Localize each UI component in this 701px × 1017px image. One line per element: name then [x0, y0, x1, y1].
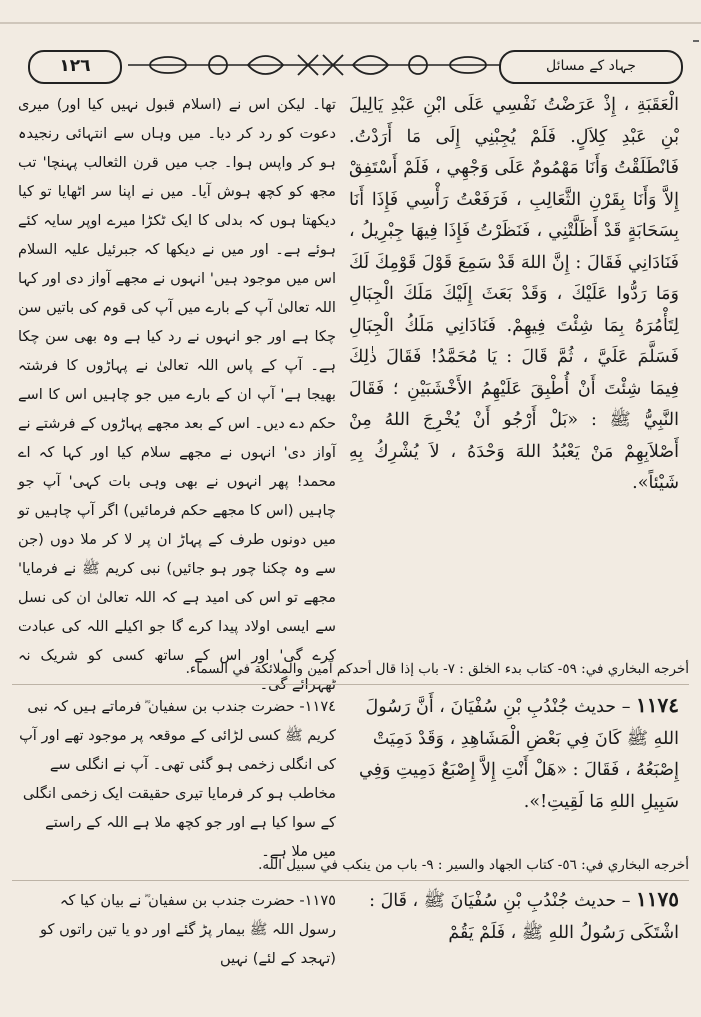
hadith-1175-arabic — [349, 884, 679, 949]
hadith-reference-2: أخرجه البخاري في: ٥٦- كتاب الجهاد والسير : ٩- باب من ينكب في سبيل الله. — [12, 850, 689, 881]
page-number: ١٢٦ — [28, 50, 122, 84]
urdu-main-text: تھا۔ لیکن اس نے (اسلام قبول نہیں کیا اور) میری دعوت کو رد کر دیا۔ میں وہاں سے انتہائی رنجیدہ ہو کر واپس ہوا۔ جب میں قرن الثعالب پہنچا' تب مجھ کو کچھ ہوش آیا۔ میں نے اپنا سر اٹھایا تو کیا دیکھتا ہوں کہ بدلی کا ایک ٹکڑا میرے اوپر سایہ کئے ہوئے ہے۔ اور میں نے دیکھا کہ جبرئیل علیہ السلام اس میں موجود ہیں' انہوں نے مجھے آواز دی اور کہا اللہ تعالیٰ آپ کے بارے میں آپ کی قوم کی باتیں سن چکا ہے اور جو انہوں نے رد کیا ہے وہ بھی سن چکا ہے۔ آپ کے پاس اللہ تعالیٰ نے پہاڑوں کا فرشتہ بھیجا ہے' آپ ان کے بارے میں جو چاہیں اس کا اسے حکم دے دیں۔ اس کے بعد مجھے پہاڑوں کے فرشتے نے آواز دی' انہوں نے مجھے سلام کیا اور کہا کہ اے محمد! پھر انہوں نے بھی وہی بات کہی' آپ جو چاہیں (اس کا مجھے حکم فرمائیں) اگر آپ چاہیں تو میں دونوں طرف کے پہاڑ ان پر لا کر ملا دوں (جن سے وہ چکنا چور ہو جائیں) نبی کریم ﷺ نے فرمایا' مجھے تو اس کی امید ہے کہ اللہ تعالیٰ ان کی نسل سے ایسی اولاد پیدا کرے گا جو اکیلے اللہ کی عبادت کرے گی' اور اس کے ساتھ کسی کو شریک نہ ٹھہرائے گی۔ — [18, 96, 336, 693]
page-header — [8, 50, 693, 92]
edge-mark — [693, 40, 699, 42]
hadith-number: ١١٧٤ — [636, 693, 679, 717]
arabic-main-text: الْعَقَبَةِ ، إِذْ عَرَضْتُ نَفْسِي عَلَى ابْنِ عَبْدِ يَالِيلَ بْنِ عَبْدِ كِلاَلٍ. فَلَمْ يُجِبْنِي إِلَى مَا أَرَدْتُ. فَانْطَلَقْتُ وَأَنَا مَهْمُومٌ عَلَى وَجْهِي ، فَلَمْ أَسْتَفِقْ إِلاَّ وَأَنَا بِقَرْنِ الثَّعَالِبِ ، فَرَفَعْتُ رَأْسِي فَإِذَا أَنَا بِسَحَابَةٍ قَدْ أَظَلَّتْنِي ، فَنَظَرْتُ فَإِذَا فِيهَا جِبْرِيلُ ، فَنَادَانِي فَقَالَ : إِنَّ اللهَ قَدْ سَمِعَ قَوْلَ قَوْمِكَ لَكَ وَمَا رَدُّوا عَلَيْكَ ، وَقَدْ بَعَثَ إِلَيْكَ مَلَكَ الْجِبَالِ لِتَأْمُرَهُ بِمَا شِئْتَ فِيهِمْ. فَنَادَانِي مَلَكُ الْجِبَالِ فَسَلَّمَ عَلَيَّ ، ثُمَّ قَالَ : يَا مُحَمَّدُ! فَقَالَ ذٰلِكَ فِيمَا شِئْتَ أَنْ أُطْبِقَ عَلَيْهِمُ الأَخْشَبَيْنِ ؛ فَقَالَ النَّبِيُّ ﷺ : «بَلْ أَرْجُو أَنْ يُخْرِجَ اللهُ مِنْ أَصْلاَبِهِمْ مَنْ يَعْبُدُ اللهَ وَحْدَهُ ، لاَ يُشْرِكُ بِهِ شَيْئاً». — [349, 95, 679, 493]
hadith-text: – حديث جُنْدُبِ بْنِ سُفْيَانَ ﷺ ، قَالَ : اشْتَكَى رَسُولُ اللهِ ﷺ ، فَلَمْ يَقُمْ — [369, 891, 679, 943]
section-title: جہاد کے مسائل — [499, 50, 683, 84]
hadith-reference-1: أخرجه البخاري في: ٥٩- كتاب بدء الخلق : ٧- باب إذا قال أحدكم آمين والملائكة في السماء. — [12, 654, 689, 685]
top-rule — [0, 22, 701, 24]
header-ornament-icon — [128, 50, 508, 80]
hadith-1175-urdu: ١١٧٥- حضرت جندب بن سفیان ؓ نے بیان کیا کہ رسول اللہ ﷺ بیمار پڑ گئے اور دو یا تین راتوں کو (تہجد کے لئے) نہیں — [39, 892, 336, 967]
hadith-text: – حديث جُنْدُبِ بْنِ سُفْيَانَ ، أَنَّ رَسُولَ اللهِ ﷺ كَانَ فِي بَعْضِ الْمَشَاهِدِ ، وَقَدْ دَمِيَتْ إِصْبَعُهُ ، فَقَالَ : «هَلْ أَنْتِ إِلاَّ إِصْبَعٌ دَمِيتِ وَفِي سَبِيلِ اللهِ مَا لَقِيتِ!». — [359, 697, 679, 812]
hadith-number: ١١٧٥ — [636, 887, 679, 911]
hadith-1174-arabic — [349, 690, 679, 818]
hadith-1174-urdu: ١١٧٤- حضرت جندب بن سفیان ؓ فرماتے ہیں کہ نبی کریم ﷺ کسی لڑائی کے موقعہ پر موجود تھے اور آپ کی انگلی زخمی ہو گئی تھی۔ آپ نے انگلی سے مخاطب ہو کر فرمایا تیری حقیقت ایک زخمی انگلی کے سوا کیا ہے اور جو کچھ ملا ہے اللہ کے راستے میں ملا ہے۔ — [19, 698, 336, 860]
